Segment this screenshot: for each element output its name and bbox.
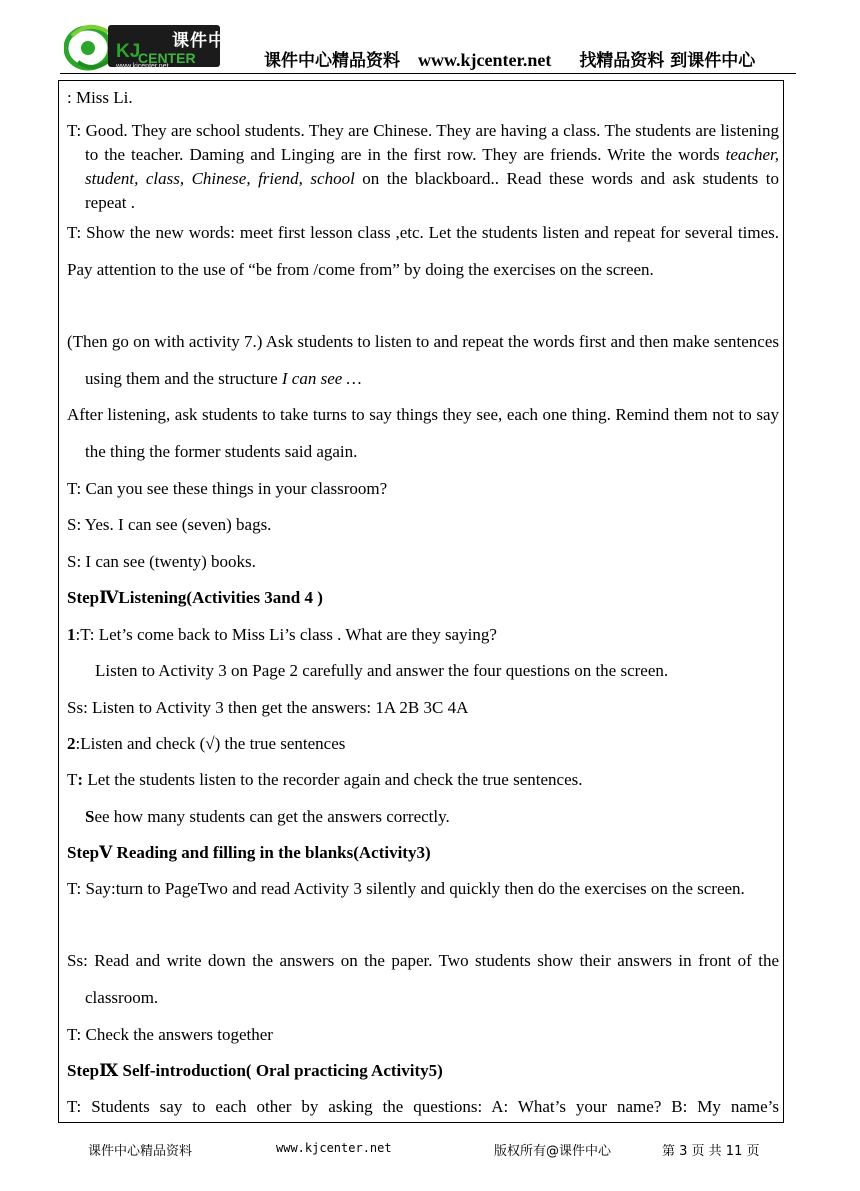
paragraph: : Miss Li. — [67, 88, 133, 107]
paragraph: T: Check the answers together — [67, 1025, 273, 1044]
paragraph: T: Can you see these things in your classroom? — [67, 479, 388, 498]
italic-words: teacher, student, class, Chinese, friend, school — [85, 145, 779, 188]
logo-center-text: CENTER — [138, 50, 196, 66]
paragraph: T: Show the new words: meet first lesson class ,etc. Let the students listen and repeat for several times. Pay attention to the use of “be from /come from” by doing the exercises on the screen. — [67, 223, 779, 279]
text-run: on the blackboard.. Read these words and ask students to repeat . — [85, 169, 780, 212]
text-run: ee how many students can get the answers correctly. — [94, 807, 450, 826]
page-number: 第 3 页 共 11 页 — [662, 1144, 760, 1159]
italic-structure: I can see … — [281, 368, 362, 388]
paragraph: T: Students say to each other by asking the questions: A: What’s your name? B: My name’s — [67, 1097, 779, 1116]
header-slogan — [264, 46, 755, 71]
paragraph — [67, 324, 779, 397]
text-run: (Then go on with activity 7.) Ask students to listen to and repeat the words first and then make sentences using them and the structure — [67, 332, 779, 388]
logo-url-text: www.kjcenter.net — [116, 63, 169, 70]
text-run: T — [67, 770, 78, 789]
paragraph — [85, 806, 784, 828]
text-run: :Listen and check (√) the true sentences — [75, 734, 346, 753]
page-footer — [0, 1140, 860, 1160]
paragraph: Ss: Read and write down the answers on the paper. Two students show their answers in front of the classroom. — [67, 951, 779, 1007]
header-divider — [60, 73, 796, 74]
text-run: Let the students listen to the recorder again and check the true sentences. — [83, 770, 583, 789]
lesson-content-box — [58, 80, 784, 1123]
paragraph: S: Yes. I can see (seven) bags. — [67, 515, 272, 534]
paragraph — [67, 769, 779, 791]
header-tagline: 找精品资料 到课件中心 — [579, 51, 756, 71]
section-heading: StepⅣListening(Activities 3and 4 ) — [67, 588, 323, 607]
paragraph: S: I can see (twenty) books. — [67, 552, 256, 571]
header-title: 课件中心精品资料 — [264, 51, 400, 71]
text-run: T: Good. They are school students. They are Chinese. They are having a class. The students are listening to the teacher. Daming and Linging are in the first row. They are friends. Write the words — [67, 121, 779, 164]
kjcenter-logo — [64, 22, 244, 72]
paragraph — [67, 624, 779, 646]
page-header — [0, 0, 860, 78]
paragraph: T: Say:turn to PageTwo and read Activity 3 silently and quickly then do the exercises on the screen. — [67, 879, 745, 898]
item-number: 1 — [67, 625, 76, 644]
logo-chinese-text: 课件中心 — [172, 31, 244, 51]
paragraph: Ss: Listen to Activity 3 then get the answers: 1A 2B 3C 4A — [67, 698, 469, 717]
header-url-link[interactable]: www.kjcenter.net — [418, 50, 552, 70]
paragraph — [67, 119, 779, 215]
paragraph: Listen to Activity 3 on Page 2 carefully and answer the four questions on the screen. — [95, 661, 669, 680]
section-heading: StepⅨ Self-introduction( Oral practicing Activity5) — [67, 1061, 443, 1080]
bold-colon: : — [77, 770, 84, 789]
footer-copyright: 版权所有@课件中心 — [494, 1144, 612, 1159]
paragraph: After listening, ask students to take turns to say things they see, each one thing. Remind them not to say the thing the former students said again. — [67, 405, 779, 461]
bold-letter: S — [85, 807, 95, 826]
section-heading: StepⅤ Reading and filling in the blanks(Activity3) — [67, 843, 431, 862]
text-run: :T: Let’s come back to Miss Li’s class . What are they saying? — [75, 625, 497, 644]
footer-url-link[interactable]: www.kjcenter.net — [276, 1141, 392, 1155]
item-number: 2 — [67, 734, 76, 753]
footer-title: 课件中心精品资料 — [88, 1144, 193, 1159]
paragraph — [67, 733, 779, 755]
logo-kj-text: KJ — [116, 41, 141, 62]
